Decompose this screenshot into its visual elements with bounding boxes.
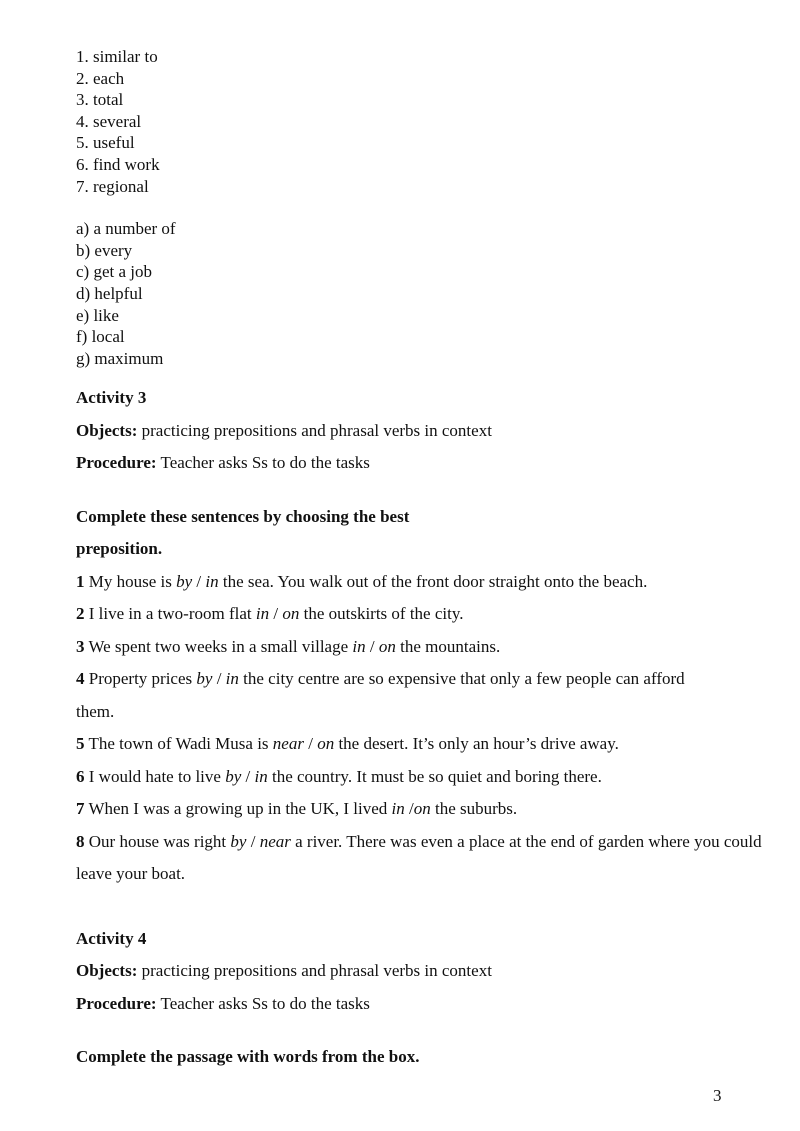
activity-3-instruction-cont: preposition. [76, 539, 163, 559]
list-item: 1. similar to [76, 47, 158, 66]
list-item: b) every [76, 240, 133, 260]
list-item: d) helpful [76, 283, 143, 303]
sentence-5: 5 The town of Wadi Musa is near / on the desert. It’s only an hour’s drive away. [76, 734, 619, 754]
sentence-7: 7 When I was a growing up in the UK, I lived in /on the suburbs. [76, 799, 518, 819]
list-item: e) like [76, 305, 119, 325]
list-item: 6. find work [76, 154, 160, 174]
activity-3-procedure: Procedure: Teacher asks Ss to do the tasks [76, 453, 370, 473]
activity-4-objects: Objects: practicing prepositions and phrasal verbs in context [76, 961, 492, 981]
sentence-3: 3 We spent two weeks in a small village in / on the mountains. [76, 636, 501, 656]
activity-3-title: Activity 3 [76, 388, 147, 408]
numbered-word-list [76, 46, 766, 197]
page-number: 3 [713, 1086, 722, 1105]
sentence-2: 2 I live in a two-room flat in / on the outskirts of the city. [76, 604, 464, 624]
activity-4-instruction: Complete the passage with words from the box. [76, 1047, 420, 1067]
sentence-8: 8 Our house was right by / near a river. There was even a place at the end of garden where you could leave your boat. [76, 831, 762, 884]
spacer [76, 197, 766, 218]
sentence-6: 6 I would hate to live by / in the country. It must be so quiet and boring there. [76, 766, 602, 786]
list-item: 3. total [76, 90, 124, 110]
sentence-4: 4 Property prices by / in the city centre are so expensive that only a few people can afford them. [76, 669, 685, 721]
list-item: f) local [76, 327, 125, 347]
list-item: 7. regional [76, 176, 149, 196]
lettered-word-list [76, 218, 766, 369]
sentence-1: 1 My house is by / in the sea. You walk out of the front door straight onto the beach. [76, 571, 648, 591]
document-page [76, 46, 766, 1074]
list-item: c) get a job [76, 262, 152, 282]
activity-4-procedure: Procedure: Teacher asks Ss to do the tasks [76, 993, 370, 1013]
list-item: 5. useful [76, 133, 135, 153]
list-item: g) maximum [76, 348, 164, 368]
list-item: a) a number of [76, 219, 176, 239]
list-item: 2. each [76, 68, 125, 88]
activity-4-title: Activity 4 [76, 928, 147, 948]
activity-3-objects: Objects: practicing prepositions and phrasal verbs in context [76, 420, 492, 440]
activity-3-instruction: Complete these sentences by choosing the best [76, 506, 410, 526]
list-item: 4. several [76, 111, 142, 131]
